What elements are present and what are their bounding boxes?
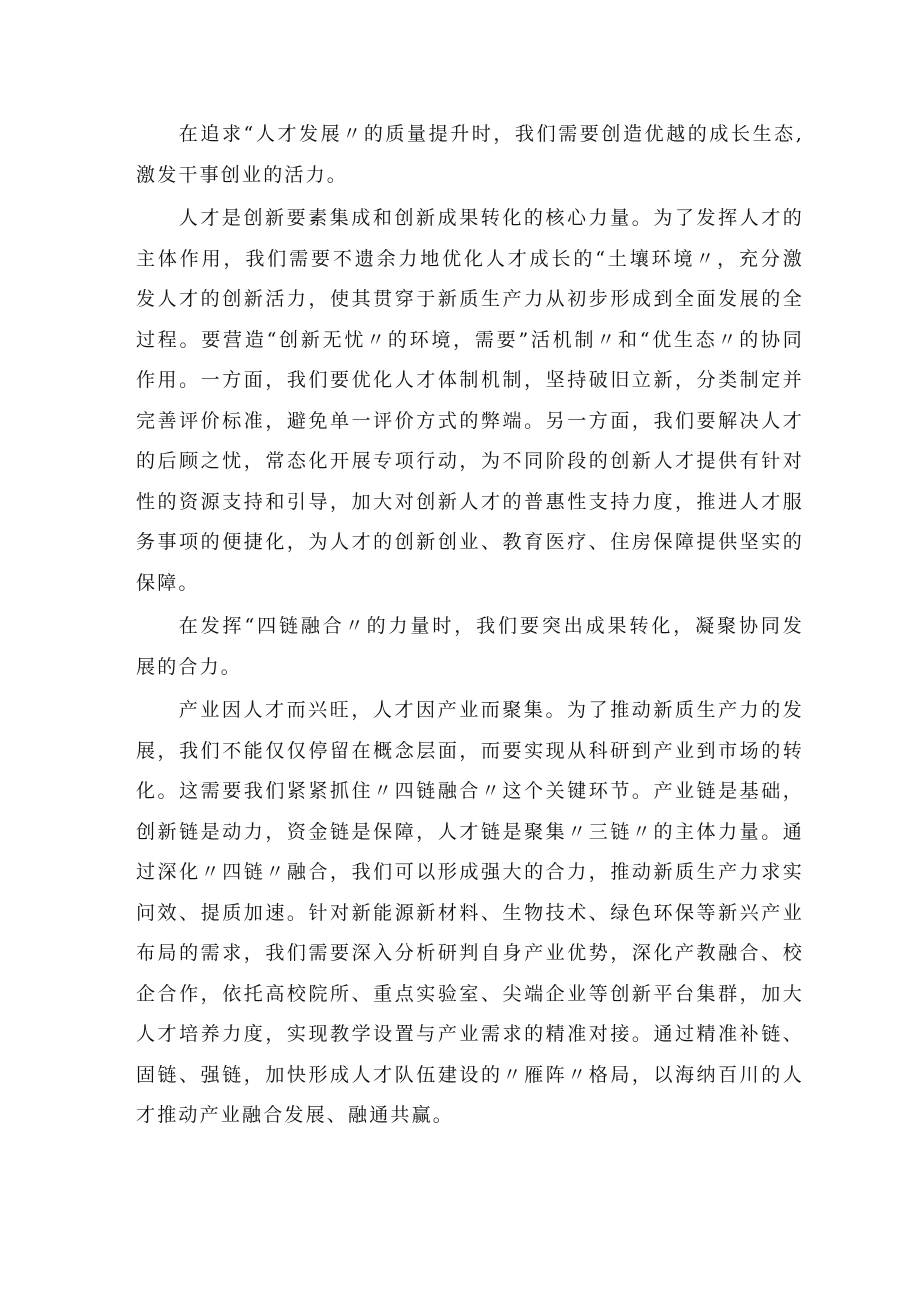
paragraph-four-chain-intro: 在发挥“四链融合〃的力量时，我们要突出成果转化，凝聚协同发展的合力。 — [136, 615, 804, 678]
paragraph-industry-talent: 产业因人才而兴旺，人才因产业而聚集。为了推动新质生产力的发展，我们不能仅仅停留在概念层面，而要实现从科研到产业到市场的转化。这需要我们紧紧抓住〃四链融合〃这个关键环节。产业链是基础，创新链是动力，资金链是保障，人才链是聚集〃三链〃的主体力量。通过深化〃四链〃融合，我们可以形成强大的合力，推动新质生产力求实问效、提质加速。针对新能源新材料、生物技术、绿色环保等新兴产业布局的需求，我们需要深入分析研判自身产业优势，深化产教融合、校企合作，依托高校院所、重点实验室、尖端企业等创新平台集群，加大人才培养力度，实现教学设置与产业需求的精准对接。通过精准补链、固链、强链，加快形成人才队伍建设的〃雁阵〃格局，以海纳百川的人才推动产业融合发展、融通共赢。 — [136, 699, 804, 1126]
paragraph-talent-quality: 在追求“人才发展〃的质量提升时，我们需要创造优越的成长生态,激发干事创业的活力。 — [136, 123, 804, 186]
paragraph-talent-environment: 人才是创新要素集成和创新成果转化的核心力量。为了发挥人才的主体作用，我们需要不遗余力地优化人才成长的“土壤环境〃，充分激发人才的创新活力，使其贯穿于新质生产力从初步形成到全面发展的全过程。要营造“创新无忧〃的环境，需要”活机制〃和“优生态〃的协同作用。一方面，我们要优化人才体制机制，坚持破旧立新，分类制定并完善评价标准，避免单一评价方式的弊端。另一方面，我们要解决人才的后顾之忧，常态化开展专项行动，为不同阶段的创新人才提供有针对性的资源支持和引导，加大对创新人才的普惠性支持力度，推进人才服务事项的便捷化，为人才的创新创业、教育医疗、住房保障提供坚实的保障。 — [136, 207, 804, 594]
